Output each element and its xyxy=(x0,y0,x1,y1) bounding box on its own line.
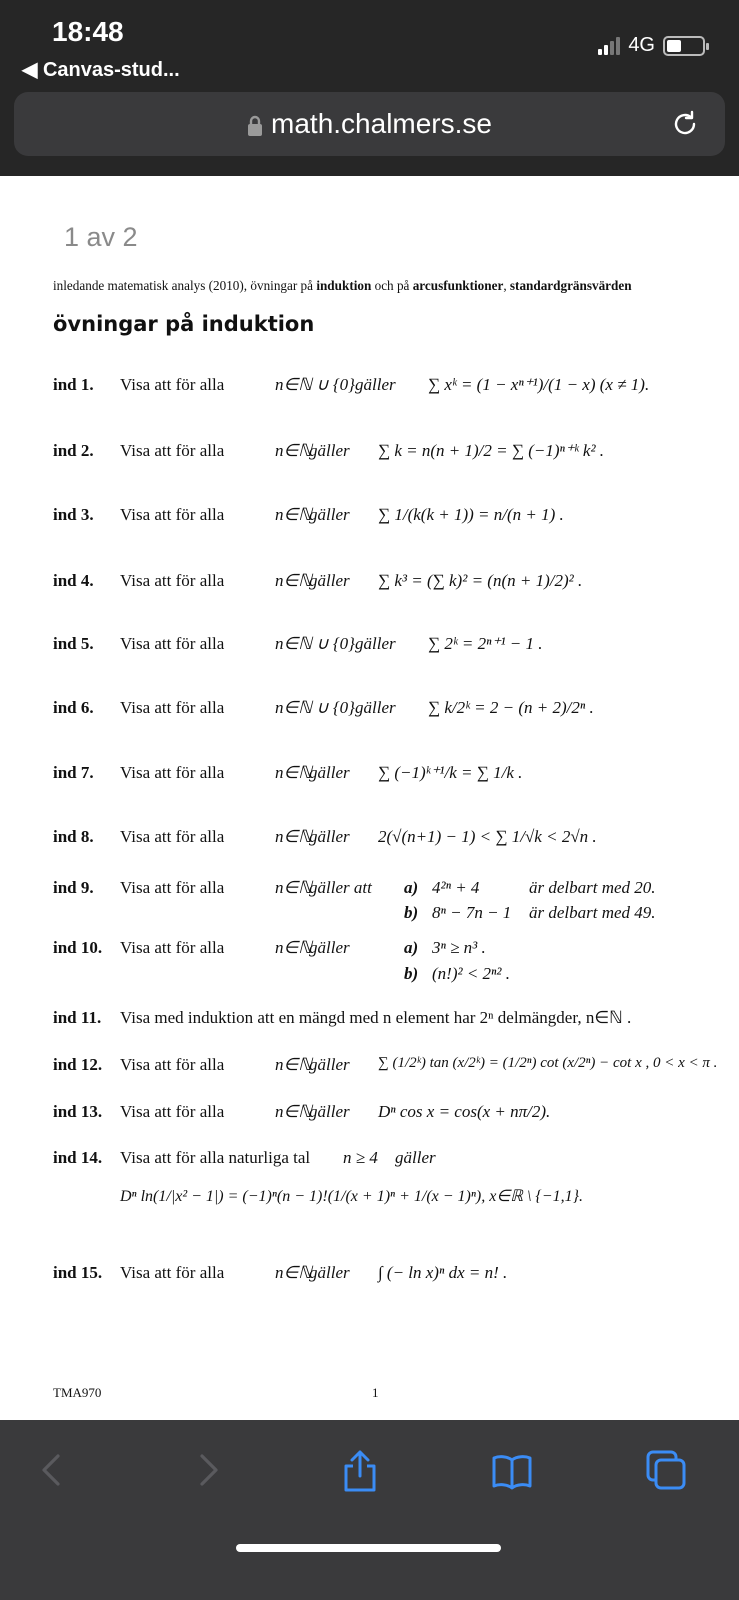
browser-chrome xyxy=(0,0,739,176)
status-indicators xyxy=(598,34,705,57)
network-type: 4G xyxy=(628,34,655,56)
bottom-toolbar xyxy=(0,1420,739,1600)
exercise-ind8: ind 8. Visa att för alla n∈ℕ gäller 2(√(n+1) − 1) < ∑ 1/√k < 2√n . xyxy=(53,827,597,846)
exercise-ind1: ind 1. Visa att för alla n∈ℕ ∪ {0} gäller ∑ xᵏ = (1 − xⁿ⁺¹)/(1 − x) (x ≠ 1). xyxy=(53,375,650,394)
exercise-ind12: ind 12. Visa att för alla n∈ℕ gäller ∑ (1/2ᵏ) tan (x/2ᵏ) = (1/2ⁿ) cot (x/2ⁿ) − cot x , 0 < x < π . xyxy=(53,1055,718,1074)
back-icon[interactable] xyxy=(30,1448,74,1492)
exercise-ind11: ind 11. Visa med induktion att en mängd med n element har 2ⁿ delmängder, n∈ℕ . xyxy=(53,1008,632,1027)
home-indicator[interactable] xyxy=(236,1544,501,1552)
status-time: 18:48 xyxy=(52,16,124,47)
share-icon[interactable] xyxy=(338,1448,382,1492)
footer-course-code: TMA970 xyxy=(53,1385,102,1400)
address-bar[interactable] xyxy=(14,92,725,156)
exercise-ind15: ind 15. Visa att för alla n∈ℕ gäller ∫ (− ln x)ⁿ dx = n! . xyxy=(53,1263,508,1282)
exercise-ind7: ind 7. Visa att för alla n∈ℕ gäller ∑ (−1)ᵏ⁺¹/k = ∑ 1/k . xyxy=(53,763,523,782)
section-title: övningar på induktion xyxy=(53,312,315,336)
tabs-icon[interactable] xyxy=(644,1448,688,1492)
footer-page-number: 1 xyxy=(372,1385,379,1400)
bookmarks-icon[interactable] xyxy=(490,1448,534,1492)
forward-icon[interactable] xyxy=(186,1448,230,1492)
reload-icon[interactable] xyxy=(669,108,701,140)
exercise-ind10: ind 10. Visa att för alla n∈ℕ gäller a) 3ⁿ ≥ n³ . b) (n!)² < 2ⁿ² . xyxy=(53,938,511,983)
signal-icon xyxy=(598,37,620,55)
exercise-ind5: ind 5. Visa att för alla n∈ℕ ∪ {0} gäller ∑ 2ᵏ = 2ⁿ⁺¹ − 1 . xyxy=(53,634,543,653)
document-header: inledande matematisk analys (2010), övningar på induktion och på arcusfunktioner, standardgränsvärden xyxy=(53,278,632,293)
page-indicator: 1 av 2 xyxy=(64,222,138,252)
lock-icon xyxy=(247,115,263,137)
pdf-page xyxy=(0,176,739,1456)
exercise-ind4: ind 4. Visa att för alla n∈ℕ gäller ∑ k³ = (∑ k)² = (n(n + 1)/2)² . xyxy=(53,571,583,590)
battery-icon xyxy=(663,36,705,56)
exercise-ind3: ind 3. Visa att för alla n∈ℕ gäller ∑ 1/(k(k + 1)) = n/(n + 1) . xyxy=(53,505,564,524)
exercise-ind6: ind 6. Visa att för alla n∈ℕ ∪ {0} gäller ∑ k/2ᵏ = 2 − (n + 2)/2ⁿ . xyxy=(53,698,594,717)
exercise-ind9: ind 9. Visa att för alla n∈ℕ gäller att a) 4²ⁿ + 4 är delbart med 20. b) 8ⁿ − 7n − 1 är delbart med 49. xyxy=(53,878,656,922)
exercise-ind2: ind 2. Visa att för alla n∈ℕ gäller ∑ k = n(n + 1)/2 = ∑ (−1)ⁿ⁺ᵏ k² . xyxy=(53,441,605,460)
exercise-ind14: ind 14. Visa att för alla naturliga tal n ≥ 4 gäller Dⁿ ln(1/|x² − 1|) = (−1)ⁿ(n − 1)!(1/(x + 1)ⁿ + 1/(x − 1)ⁿ), x∈ℝ \ {−1,1}. xyxy=(53,1148,583,1205)
exercise-ind13: ind 13. Visa att för alla n∈ℕ gäller Dⁿ cos x = cos(x + nπ/2). xyxy=(53,1102,551,1121)
back-to-app-link[interactable]: ◀ Canvas-stud... xyxy=(22,59,180,81)
url-text: math.chalmers.se xyxy=(271,108,492,139)
